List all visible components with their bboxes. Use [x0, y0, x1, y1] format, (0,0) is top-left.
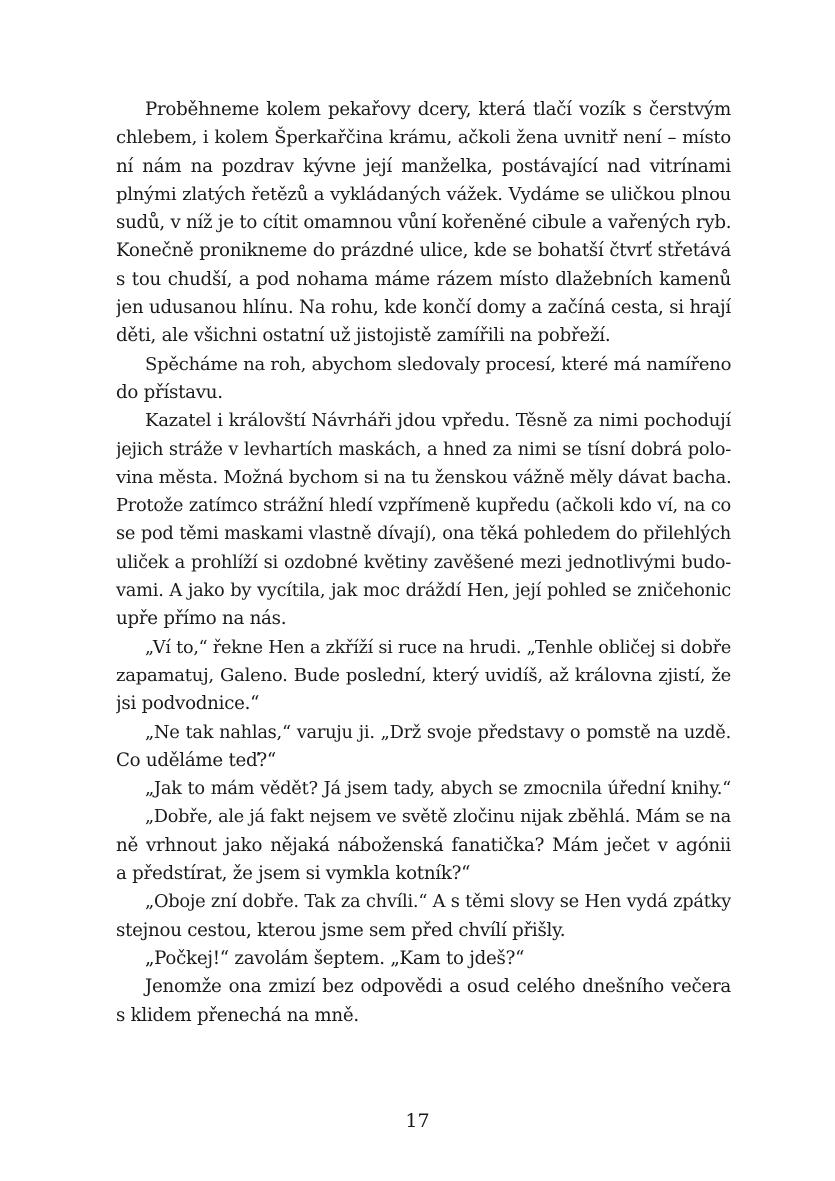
text-line: děti, ale všichni ostatní už jistojistě zamířili na pobřeží.	[116, 325, 611, 347]
text-line: uliček a prohlíží si ozdobné květiny zavěšené mezi jednotlivými budo-	[116, 551, 731, 573]
text-line: jen udusanou hlínu. Na rohu, kde končí domy a začíná cesta, si hrají	[116, 297, 731, 319]
text-line: Proběhneme kolem pekařovy dcery, která tlačí vozík s čerstvým	[145, 99, 731, 120]
text-line: Co uděláme teď?“	[116, 749, 276, 771]
text-line: stejnou cestou, kterou jsme sem před chvílí přišly.	[116, 919, 566, 941]
text-line: ní nám na pozdrav kývne její manželka, postávající nad vitrínami	[116, 155, 731, 177]
text-line: upře přímo na nás.	[116, 608, 287, 630]
text-line: ně vrhnout jako nějaká náboženská fanatička? Mám ječet v agónii	[116, 834, 731, 856]
text-line: s klidem přenechá na mně.	[116, 1004, 359, 1026]
text-line: „Oboje zní dobře. Tak za chvíli.“ A s těmi slovy se Hen vydá zpátky	[145, 891, 731, 913]
text-line: se pod těmi maskami vlastně dívají), ona těká pohledem do přilehlých	[116, 523, 731, 545]
text-line: vina města. Možná bychom si na tu ženskou vážně měly dávat bacha.	[116, 466, 731, 488]
text-line: chlebem, i kolem Šperkařčina krámu, ačkoli žena uvnitř není – místo	[116, 127, 731, 149]
text-line: Konečně pronikneme do prázdné ulice, kde se bohatší čtvrť střetává	[116, 240, 731, 262]
text-line: a předstírat, že jsem si vymkla kotník?“	[116, 863, 471, 885]
text-line: jsi podvodnice.“	[116, 693, 260, 715]
text-line: do přístavu.	[116, 381, 223, 403]
text-line: Jenomže ona zmizí bez odpovědi a osud celého dnešního večera	[145, 976, 731, 998]
text-line: s tou chudší, a pod nohama máme rázem místo dlažebních kamenů	[116, 268, 731, 290]
text-line: „Počkej!“ zavolám šeptem. „Kam to jdeš?“	[145, 947, 525, 969]
text-line: „Jak to mám vědět? Já jsem tady, abych se zmocnila úřední knihy.“	[145, 778, 731, 800]
text-line: plnými zlatých řetězů a vykládaných vážek. Vydáme se uličkou plnou	[116, 183, 731, 205]
text-line: „Dobře, ale já fakt nejsem ve světě zločinu nijak zběhlá. Mám se na	[145, 807, 731, 828]
body-text	[116, 96, 731, 1030]
text-line: Kazatel i královští Návrháři jdou vpředu. Těsně za nimi pochodují	[145, 410, 731, 432]
text-line: vami. A jako by vycítila, jak moc dráždí Hen, její pohled se zničehonic	[116, 580, 731, 602]
text-line: „Ví to,“ řekne Hen a zkříží si ruce na hrudi. „Tenhle obličej si dobře	[145, 637, 731, 658]
text-line: jejich stráže v levhartích maskách, a hned za nimi se tísní dobrá polo-	[116, 438, 731, 460]
text-line: Protože zatímco strážní hledí vzpřímeně kupředu (ačkoli kdo ví, na co	[116, 495, 731, 517]
text-line: „Ne tak nahlas,“ varuju ji. „Drž svoje představy o pomstě na uzdě.	[145, 721, 731, 743]
text-line: sudů, v níž je to cítit omamnou vůní kořeněné cibule a vařených ryb.	[116, 212, 731, 234]
text-line: zapamatuj, Galeno. Bude poslední, který uvidíš, až královna zjistí, že	[116, 664, 731, 686]
page-number: 17	[405, 1110, 430, 1132]
text-line: Spěcháme na roh, abychom sledovaly procesí, které má namířeno	[145, 353, 731, 375]
